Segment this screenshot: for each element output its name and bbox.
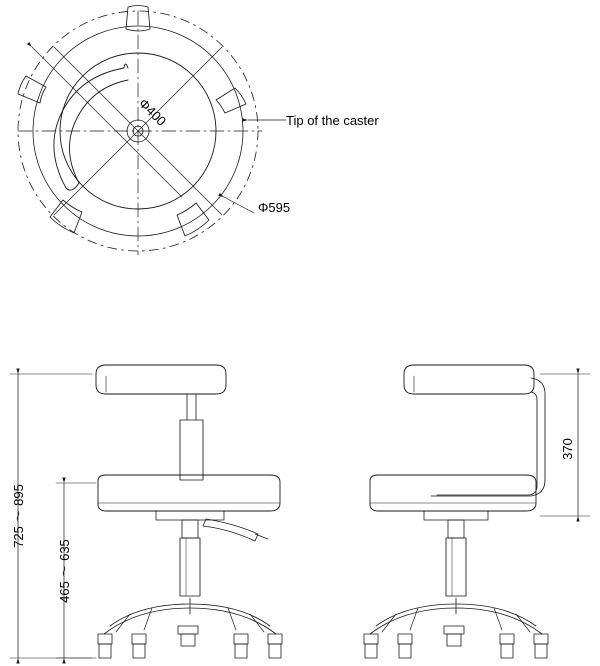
front-gas-cylinder xyxy=(180,538,200,596)
front-height-lever xyxy=(203,519,258,541)
front-seat-plate xyxy=(156,511,224,520)
label-seat-height: 465 ～ 635 xyxy=(57,539,72,603)
backrest-cap-lower xyxy=(66,183,79,190)
backrest-arc-inner xyxy=(69,80,128,183)
label-outer-diameter: Φ595 xyxy=(258,200,291,215)
side-backrest-pad xyxy=(404,365,534,394)
caster-lower-right xyxy=(177,203,209,236)
top-view xyxy=(18,6,286,256)
side-seat-pad xyxy=(370,475,536,511)
front-backrest-pad xyxy=(96,365,226,394)
side-backrest-arm-outer xyxy=(431,378,545,496)
front-view xyxy=(10,365,282,658)
front-back-support xyxy=(180,420,203,480)
label-caster-tip: Tip of the caster xyxy=(286,113,379,128)
backrest-cap-upper xyxy=(124,64,128,68)
dim-leader-outer-diameter xyxy=(224,197,254,213)
front-cylinder-top xyxy=(182,520,198,538)
side-seat-plate xyxy=(424,511,488,520)
front-casters xyxy=(98,626,282,658)
side-gas-cylinder xyxy=(446,538,466,596)
side-backrest-arm-inner xyxy=(437,392,537,495)
side-cylinder-top xyxy=(448,520,464,538)
side-casters xyxy=(364,626,548,658)
side-view xyxy=(364,365,590,658)
label-overall-height: 725 ～ 895 xyxy=(11,484,26,548)
label-seat-diameter: Φ400 xyxy=(135,95,170,129)
label-backrest-height: 370 xyxy=(560,438,575,460)
caster-right xyxy=(216,88,246,113)
caster-leg-group xyxy=(18,6,246,237)
